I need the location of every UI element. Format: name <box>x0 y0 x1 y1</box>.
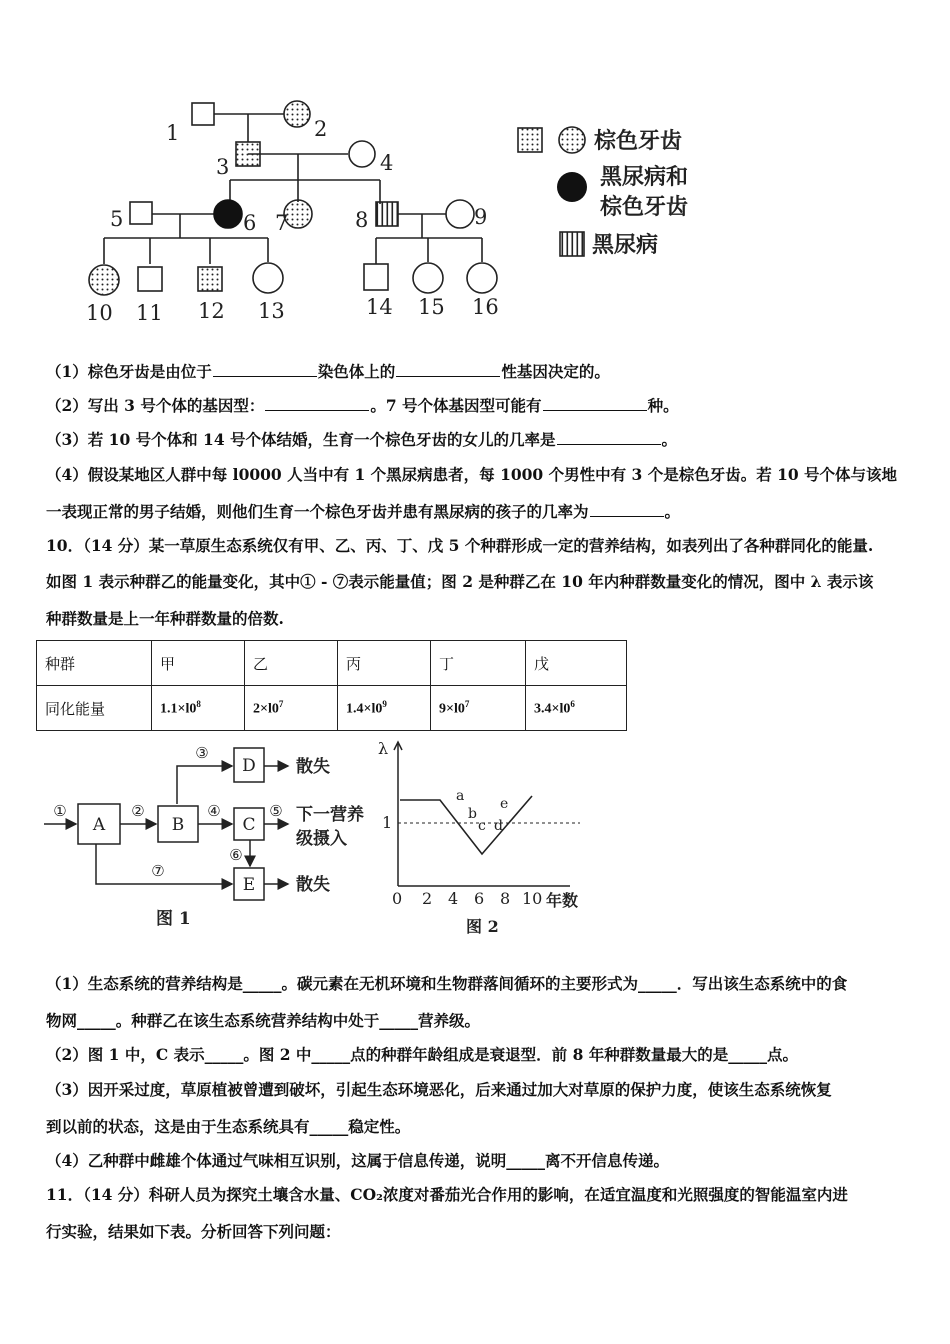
q10-stem-line2: 如图 1 表示种群乙的能量变化，其中① - ⑦表示能量值；图 2 是种群乙在 10 年内种群数量变化的情况，图中 λ 表示该 <box>46 572 874 591</box>
q9-part3: （3）若 10 号个体和 14 号个体结婚，生育一个棕色牙齿的女儿的几率是 。 <box>46 430 678 449</box>
pedigree-individual-14 <box>364 264 388 290</box>
legend-brown-teeth: 棕色牙齿 <box>594 128 683 154</box>
next-level-line2: 级摄入 <box>296 829 347 849</box>
answer-blank[interactable] <box>590 502 664 517</box>
q10-part3-line1: （3）因开采过度，草原植被曾遭到破坏，引起生态环境恶化，后来通过加大对草原的保护力度，使该生态系统恢复 <box>46 1080 832 1099</box>
arrow-label: ② <box>131 802 145 820</box>
curve-point-label: c <box>478 818 486 834</box>
pedigree-individual-12 <box>198 267 222 291</box>
answer-blank[interactable] <box>543 396 647 411</box>
box-label: A <box>92 815 106 835</box>
answer-blank[interactable] <box>265 396 369 411</box>
pedigree-number: 4 <box>380 151 394 175</box>
q10-stem-line3: 种群数量是上一年种群数量的倍数. <box>46 609 284 628</box>
arrow-label: ① <box>53 802 67 820</box>
pedigree-individual-13 <box>253 263 283 293</box>
table-header-cell: 戊 <box>526 641 627 686</box>
pedigree-individual-15 <box>413 263 443 293</box>
curve-point-label: d <box>494 818 503 834</box>
answer-blank[interactable] <box>557 430 661 445</box>
x-tick-label: 4 <box>448 889 459 908</box>
table-cell: $3.4\times l0^6$ <box>526 686 627 731</box>
pedigree-number: 2 <box>314 117 328 141</box>
x-tick-label: 8 <box>500 889 511 908</box>
arrow-label: ⑤ <box>269 802 283 820</box>
table-cell: $2\times l0^7$ <box>245 686 338 731</box>
box-label: B <box>171 815 185 835</box>
x-tick-label: 2 <box>422 889 433 908</box>
population-energy-table <box>36 640 627 731</box>
table-cell: $1.1\times l0^8$ <box>152 686 245 731</box>
pedigree-individual-6 <box>214 200 242 228</box>
pedigree-number: 10 <box>86 301 113 325</box>
q9-part4-line2: 一表现正常的男子结婚，则他们生育一个棕色牙齿并患有黑尿病的孩子的几率为 。 <box>46 502 681 521</box>
pedigree-individual-16 <box>467 263 497 293</box>
table-cell: $1.4\times l0^9$ <box>338 686 431 731</box>
pedigree-individual-1 <box>192 103 214 125</box>
pedigree-individual-10 <box>89 265 119 295</box>
q10-part2: （2）图 1 中，C 表示_____。图 2 中_____点的种群年龄组成是衰退型．前 8 年种群数量最大的是_____点。 <box>46 1045 799 1064</box>
x-tick-label: 0 <box>392 889 403 908</box>
pedigree-individual-9 <box>446 200 474 228</box>
box-label: C <box>242 815 256 835</box>
answer-blank[interactable] <box>213 362 317 377</box>
q10-part1-line2: 物网_____。种群乙在该生态系统营养结构中处于_____营养级。 <box>46 1011 481 1030</box>
pedigree-chart <box>80 92 730 332</box>
pedigree-individual-4 <box>349 141 375 167</box>
pedigree-number: 14 <box>366 295 393 319</box>
lambda-curve <box>400 796 532 854</box>
table-header-cell: 丙 <box>338 641 431 686</box>
q9-part1: （1）棕色牙齿是由位于 染色体上的 性基因决定的。 <box>46 362 610 381</box>
curve-point-label: a <box>456 788 465 804</box>
pedigree-individual-3 <box>236 142 260 166</box>
arrow-label: ⑦ <box>151 862 165 880</box>
box-label: D <box>242 756 256 776</box>
table-header-cell: 种群 <box>37 641 152 686</box>
table-header-cell: 甲 <box>152 641 245 686</box>
curve-point-label: e <box>500 796 509 812</box>
table-row-label: 同化能量 <box>37 686 152 731</box>
y-tick-label: 1 <box>382 813 393 832</box>
pedigree-number: 11 <box>136 301 163 325</box>
legend-both-line1: 黑尿病和 <box>600 164 689 190</box>
table-row <box>37 686 627 731</box>
pedigree-number: 12 <box>198 299 225 323</box>
q10-part3-line2: 到以前的状态，这是由于生态系统具有_____稳定性。 <box>46 1117 411 1136</box>
arrow-label: ⑥ <box>229 846 243 864</box>
pedigree-number: 15 <box>418 295 445 319</box>
lost-label: 散失 <box>296 757 330 777</box>
q10-part1-line1: （1）生态系统的营养结构是_____。碳元素在无机环境和生物群落间循环的主要形式为_____．写出该生态系统中的食 <box>46 974 848 993</box>
pedigree-number: 7 <box>275 211 289 235</box>
pedigree-number: 6 <box>243 211 257 235</box>
table-header-cell: 乙 <box>245 641 338 686</box>
pedigree-number: 9 <box>474 205 488 229</box>
q11-stem-line1: 11．（14 分）科研人员为探究土壤含水量、CO₂浓度对番茄光合作用的影响，在适宜温度和光照强度的智能温室内进 <box>46 1185 848 1204</box>
box-label: E <box>242 875 256 895</box>
table-header-cell: 丁 <box>431 641 526 686</box>
pedigree-number: 8 <box>355 208 369 232</box>
answer-blank[interactable] <box>396 362 500 377</box>
figure2-caption: 图 2 <box>466 917 499 936</box>
pedigree-number: 16 <box>472 295 499 319</box>
pedigree-number: 13 <box>258 299 285 323</box>
figure1-caption: 图 1 <box>156 909 191 929</box>
q10-part4: （4）乙种群中雌雄个体通过气味相互识别，这属于信息传递，说明_____离不开信息传递。 <box>46 1151 670 1170</box>
x-tick-label: 6 <box>474 889 485 908</box>
arrow-label: ③ <box>195 744 209 762</box>
pedigree-number: 3 <box>216 155 230 179</box>
q11-stem-line2: 行实验，结果如下表。分析回答下列问题： <box>46 1222 341 1241</box>
pedigree-individual-8 <box>376 202 398 226</box>
q9-part4-line1: （4）假设某地区人群中每 l0000 人当中有 1 个黑尿病患者，每 1000 个男性中有 3 个是棕色牙齿。若 10 号个体与该地 <box>46 465 898 484</box>
pedigree-individual-5 <box>130 202 152 224</box>
x-tick-label: 10 <box>522 889 543 908</box>
pedigree-legend <box>518 127 688 258</box>
legend-both-line2: 棕色牙齿 <box>600 194 689 220</box>
energy-flow-figure <box>40 740 380 940</box>
y-axis-label: λ <box>378 739 389 758</box>
pedigree-individual-2 <box>284 101 310 127</box>
pedigree-individual-11 <box>138 267 162 291</box>
legend-alkaptonuria: 黑尿病 <box>592 232 659 258</box>
lambda-chart <box>370 736 610 940</box>
arrow-label: ④ <box>207 802 221 820</box>
table-cell: $9\times l0^7$ <box>431 686 526 731</box>
q10-stem-line1: 10．（14 分）某一草原生态系统仅有甲、乙、丙、丁、戊 5 个种群形成一定的营养结构，如表列出了各种群同化的能量. <box>46 536 874 555</box>
pedigree-number: 1 <box>166 121 180 145</box>
lost-label: 散失 <box>296 875 330 895</box>
curve-point-label: b <box>468 806 477 822</box>
table-row <box>37 641 627 686</box>
q9-part2: （2）写出 3 号个体的基因型： 。7 号个体基因型可能有 种。 <box>46 396 679 415</box>
x-axis-unit: 年数 <box>546 891 579 910</box>
pedigree-number: 5 <box>110 207 124 231</box>
next-level-line1: 下一营养 <box>296 805 364 825</box>
